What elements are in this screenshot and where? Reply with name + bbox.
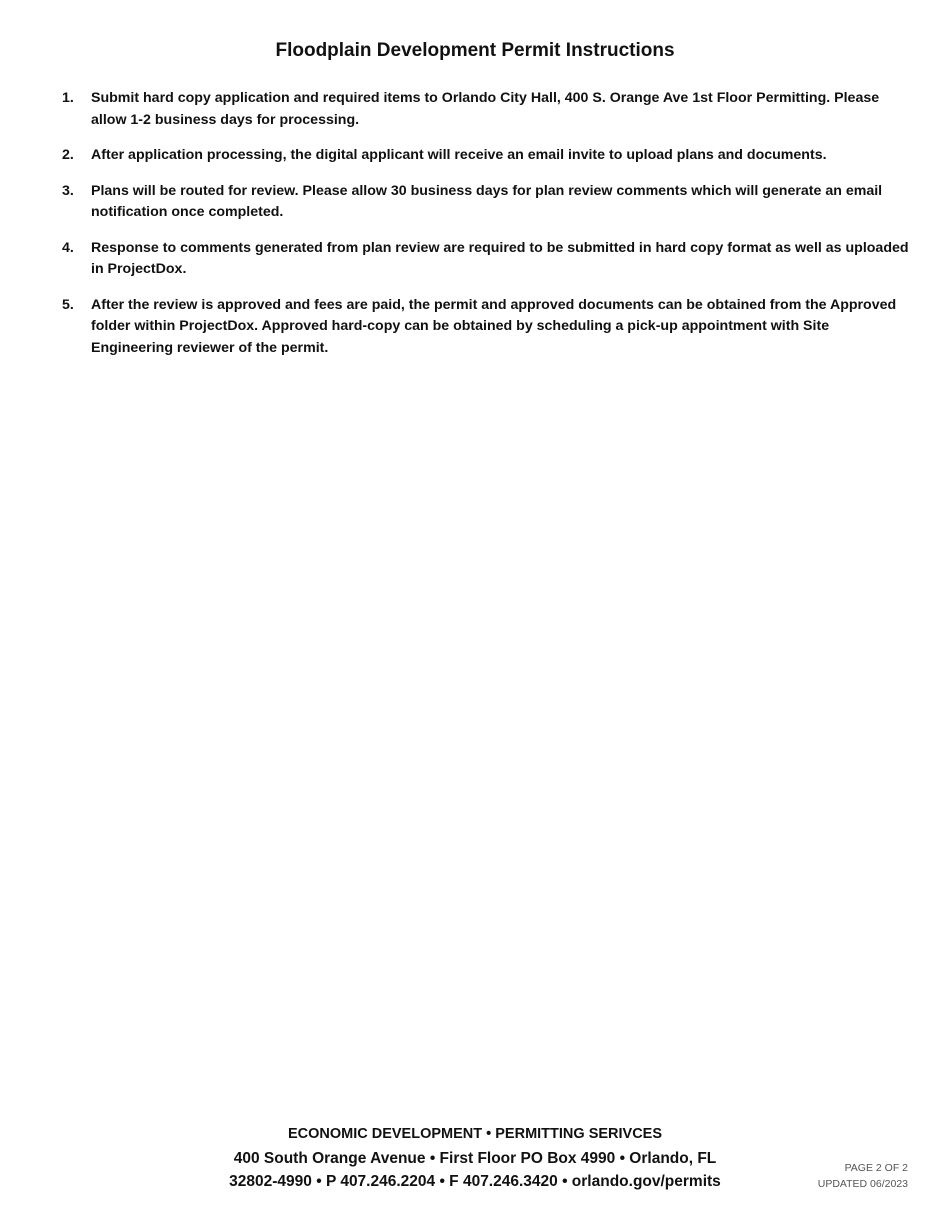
instruction-item	[62, 181, 914, 224]
instruction-item	[62, 295, 914, 360]
instruction-item	[62, 88, 914, 131]
instruction-item	[62, 145, 914, 167]
instruction-number: 5.	[62, 296, 74, 313]
instruction-number: 1.	[62, 90, 74, 106]
instruction-text: Plans will be routed for review. Please allow 30 business days for plan review comments which will generate an email notification once completed.	[91, 182, 883, 220]
footer-contact-block	[160, 1124, 790, 1193]
instruction-item	[62, 238, 914, 281]
updated-date: UPDATED 06/2023	[817, 1178, 908, 1190]
instruction-text: After application processing, the digital applicant will receive an email invite to upload plans and documents.	[91, 147, 827, 163]
instruction-text: Submit hard copy application and required items to Orlando City Hall, 400 S. Orange Ave 1st Floor Permitting. Please allow 1-2 business days for processing.	[91, 90, 880, 128]
instruction-number: 3.	[62, 182, 74, 199]
instruction-text: Response to comments generated from plan review are required to be submitted in hard copy format as well as uploaded in ProjectDox.	[91, 239, 909, 277]
page-number: PAGE 2 OF 2	[844, 1162, 908, 1174]
page-title: Floodplain Development Permit Instructions	[275, 40, 675, 61]
instruction-number: 2.	[62, 147, 74, 163]
instruction-text: After the review is approved and fees are paid, the permit and approved documents can be obtained from the Approved folder within ProjectDox. Approved hard-copy can be obtained by scheduling a pick-up appointment with Site Engineering reviewer of the permit.	[91, 296, 897, 356]
footer-address-line1: 400 South Orange Avenue • First Floor PO Box 4990 • Orlando, FL	[233, 1150, 717, 1167]
page-meta	[818, 1160, 908, 1192]
instructions-list	[62, 88, 914, 373]
footer-department: ECONOMIC DEVELOPMENT • PERMITTING SERIVCES	[287, 1126, 663, 1142]
instruction-number: 4.	[62, 239, 74, 256]
footer-address-line2: 32802-4990 • P 407.246.2204 • F 407.246.3420 • orlando.gov/permits	[229, 1173, 721, 1190]
